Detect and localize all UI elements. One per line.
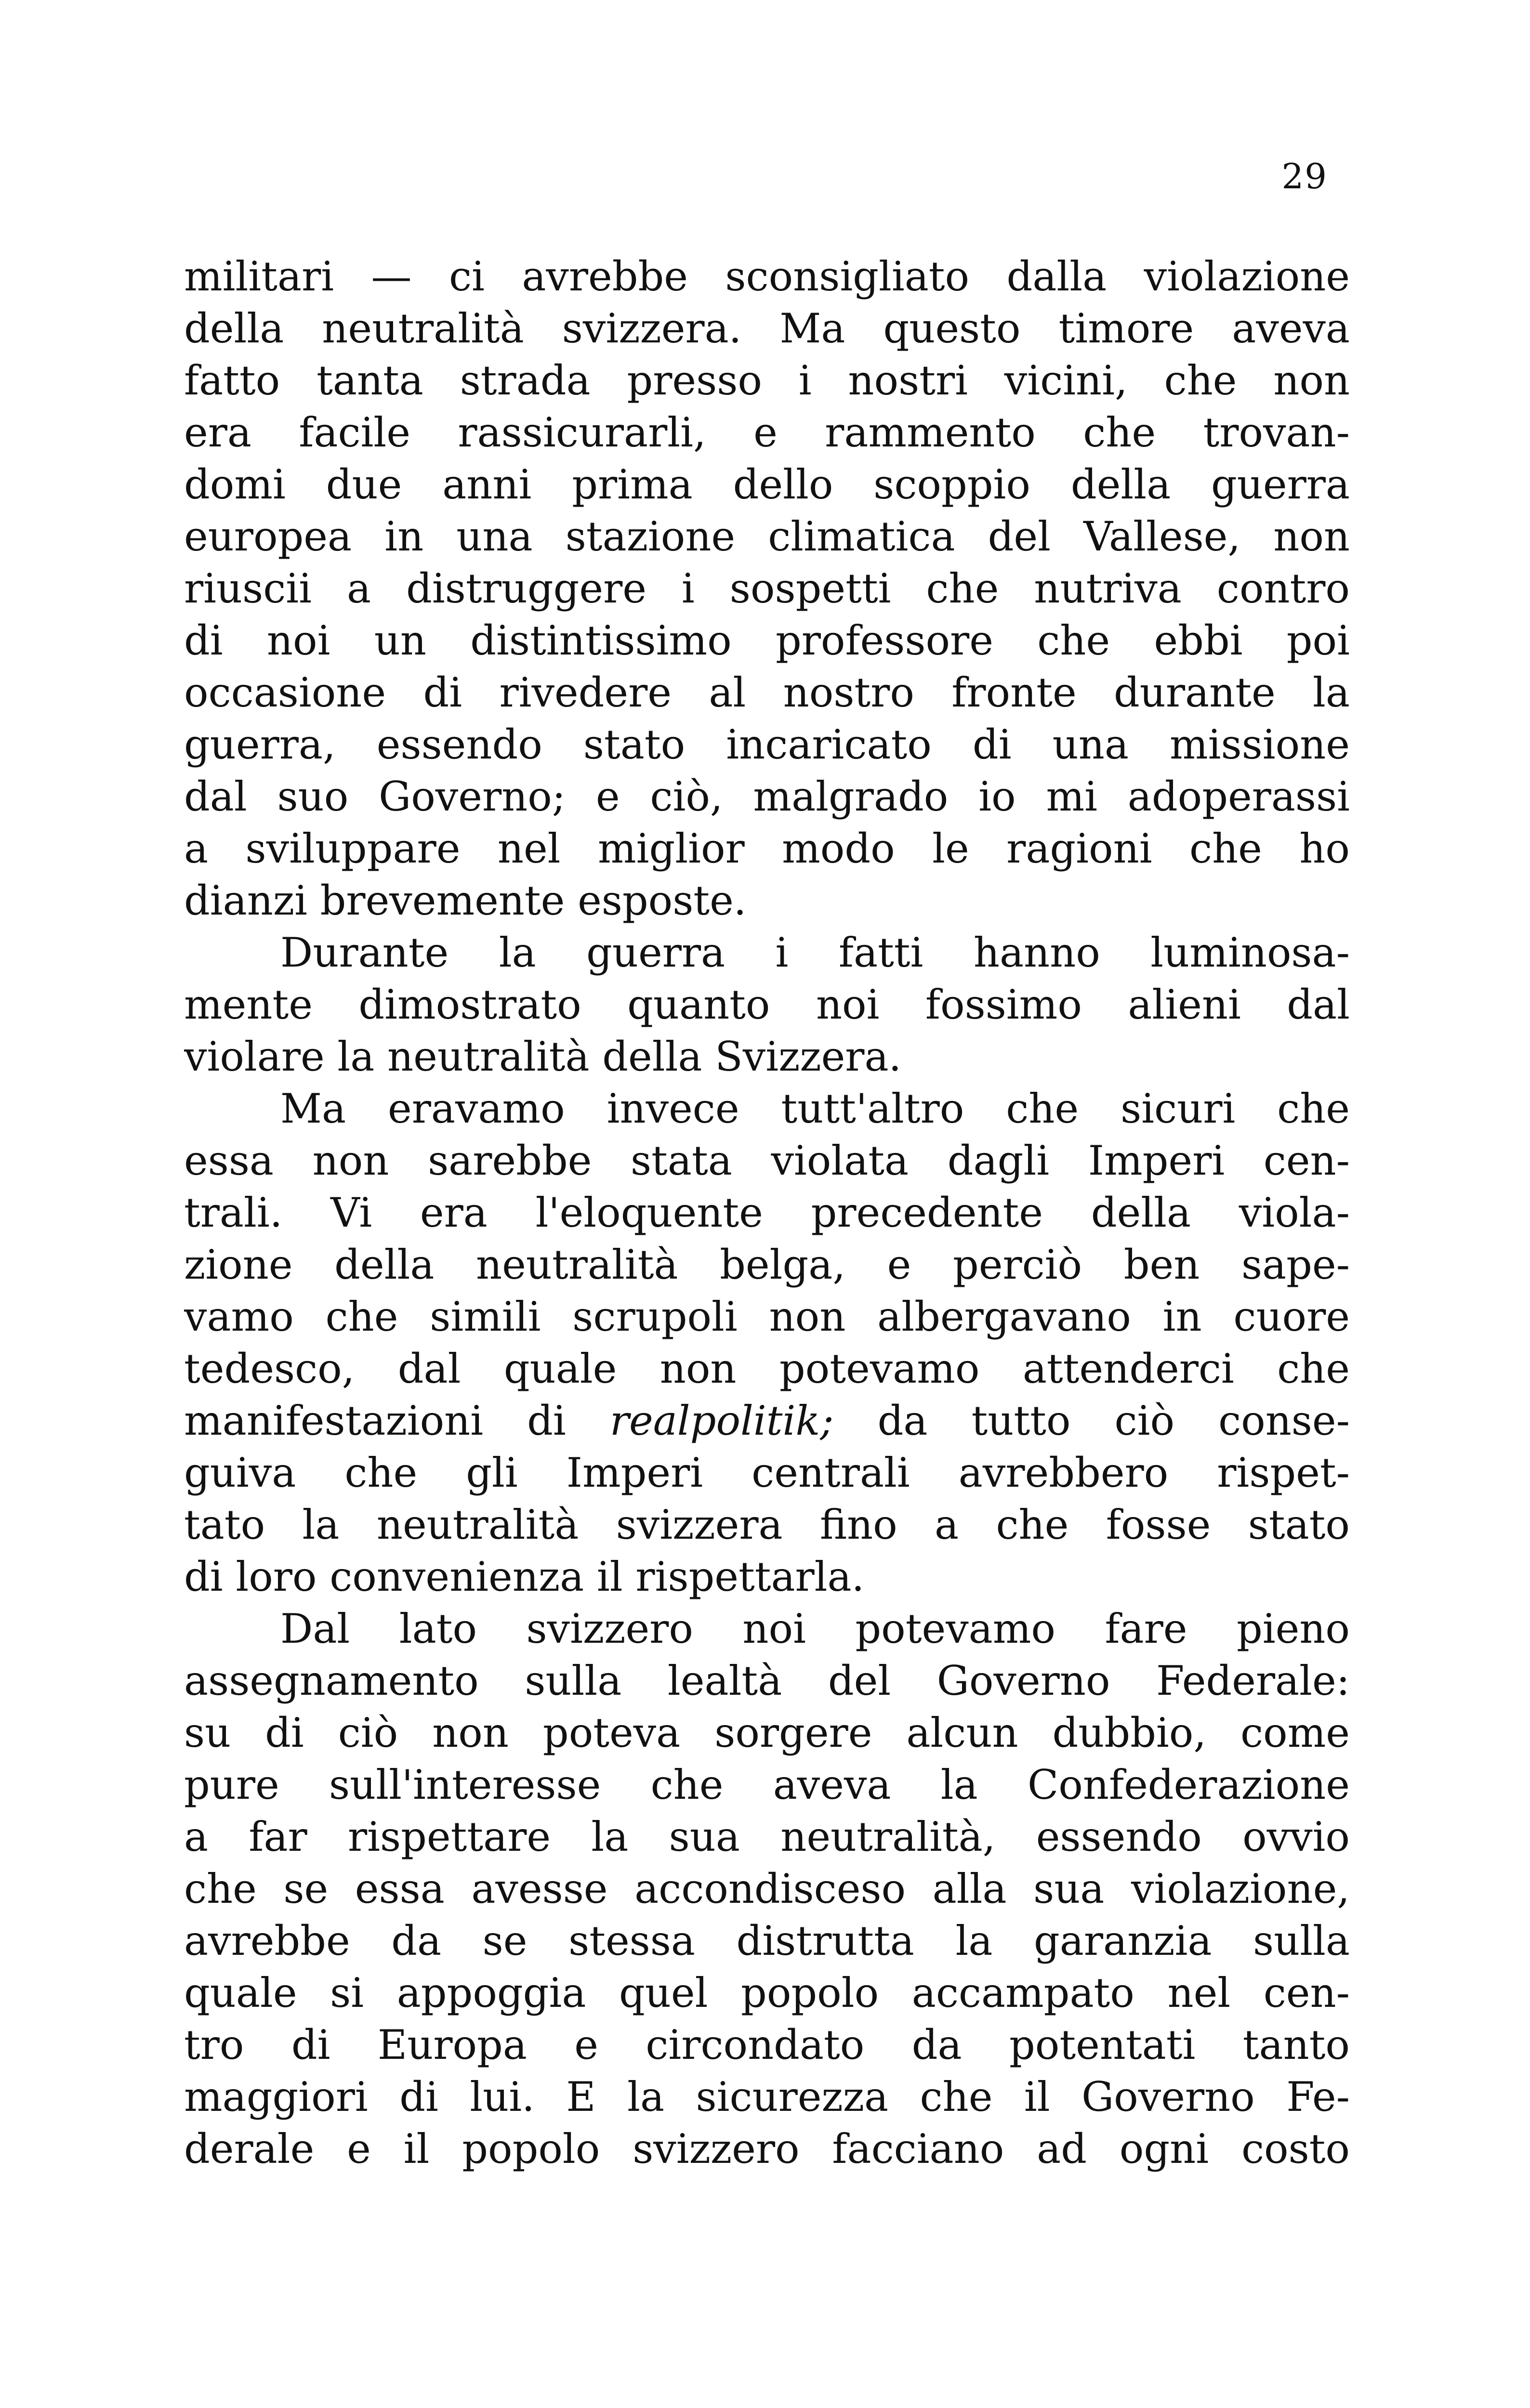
text-line: trali. Vi era l'eloquente precedente della viola- xyxy=(184,1189,1350,1236)
text-line: a sviluppare nel miglior modo le ragioni che ho xyxy=(184,825,1350,872)
text-line: occasione di rivedere al nostro fronte durante la xyxy=(184,669,1350,716)
text-line: Ma eravamo invece tutt'altro che sicuri che xyxy=(280,1085,1350,1132)
text-line: maggiori di lui. E la sicurezza che il Governo Fe- xyxy=(184,2073,1350,2120)
text-line: derale e il popolo svizzero facciano ad ogni costo xyxy=(184,2125,1350,2172)
text-line: che se essa avesse accondisceso alla sua violazione, xyxy=(184,1865,1350,1912)
text-line: domi due anni prima dello scoppio della guerra xyxy=(184,461,1350,508)
text-line: riuscii a distruggere i sospetti che nutriva contro xyxy=(184,565,1350,612)
body-text xyxy=(184,250,1350,2175)
text-line: europea in una stazione climatica del Vallese, non xyxy=(184,513,1350,560)
text-line: dianzi brevemente esposte. xyxy=(184,877,747,924)
text-line: dal suo Governo; e ciò, malgrado io mi adoperassi xyxy=(184,773,1350,820)
text-line: fatto tanta strada presso i nostri vicini, che non xyxy=(184,357,1350,404)
text-line: tro di Europa e circondato da potentati tanto xyxy=(184,2021,1350,2068)
text-line: di loro convenienza il rispettarla. xyxy=(184,1553,865,1600)
text-line: guerra, essendo stato incaricato di una missione xyxy=(184,721,1350,768)
text-line: pure sull'interesse che aveva la Confederazione xyxy=(184,1761,1350,1808)
italic-term: realpolitik; xyxy=(609,1397,834,1444)
text-line: violare la neutralità della Svizzera. xyxy=(184,1033,902,1080)
text-line: zione della neutralità belga, e perciò ben sape- xyxy=(184,1241,1350,1288)
text-line: era facile rassicurarli, e rammento che trovan- xyxy=(184,409,1350,456)
text-line: guiva che gli Imperi centrali avrebbero rispet- xyxy=(184,1449,1350,1496)
text-line: Durante la guerra i fatti hanno luminosa- xyxy=(280,929,1350,976)
text-line xyxy=(184,1395,1350,1447)
text-line: essa non sarebbe stata violata dagli Imperi cen- xyxy=(184,1137,1350,1184)
text-line: avrebbe da se stessa distrutta la garanzia sulla xyxy=(184,1917,1350,1964)
text-line: quale si appoggia quel popolo accampato nel cen- xyxy=(184,1969,1350,2016)
text-line: di noi un distintissimo professore che ebbi poi xyxy=(184,617,1350,664)
text-segment: manifestazioni di xyxy=(184,1397,610,1444)
text-line: a far rispettare la sua neutralità, essendo ovvio xyxy=(184,1813,1350,1860)
text-line: tato la neutralità svizzera fino a che fosse stato xyxy=(184,1501,1350,1548)
text-segment: da tutto ciò conse- xyxy=(833,1397,1350,1444)
text-line: vamo che simili scrupoli non albergavano in cuore xyxy=(184,1293,1350,1340)
text-line: mente dimostrato quanto noi fossimo alieni dal xyxy=(184,981,1350,1028)
text-line: tedesco, dal quale non potevamo attenderci che xyxy=(184,1345,1350,1392)
text-line: Dal lato svizzero noi potevamo fare pieno xyxy=(280,1605,1350,1652)
text-line: militari — ci avrebbe sconsigliato dalla violazione xyxy=(184,253,1350,300)
page-number: 29 xyxy=(1281,156,1328,196)
text-line: della neutralità svizzera. Ma questo timore aveva xyxy=(184,305,1350,352)
text-line: su di ciò non poteva sorgere alcun dubbio, come xyxy=(184,1709,1350,1756)
text-line: assegnamento sulla lealtà del Governo Federale: xyxy=(184,1657,1350,1704)
